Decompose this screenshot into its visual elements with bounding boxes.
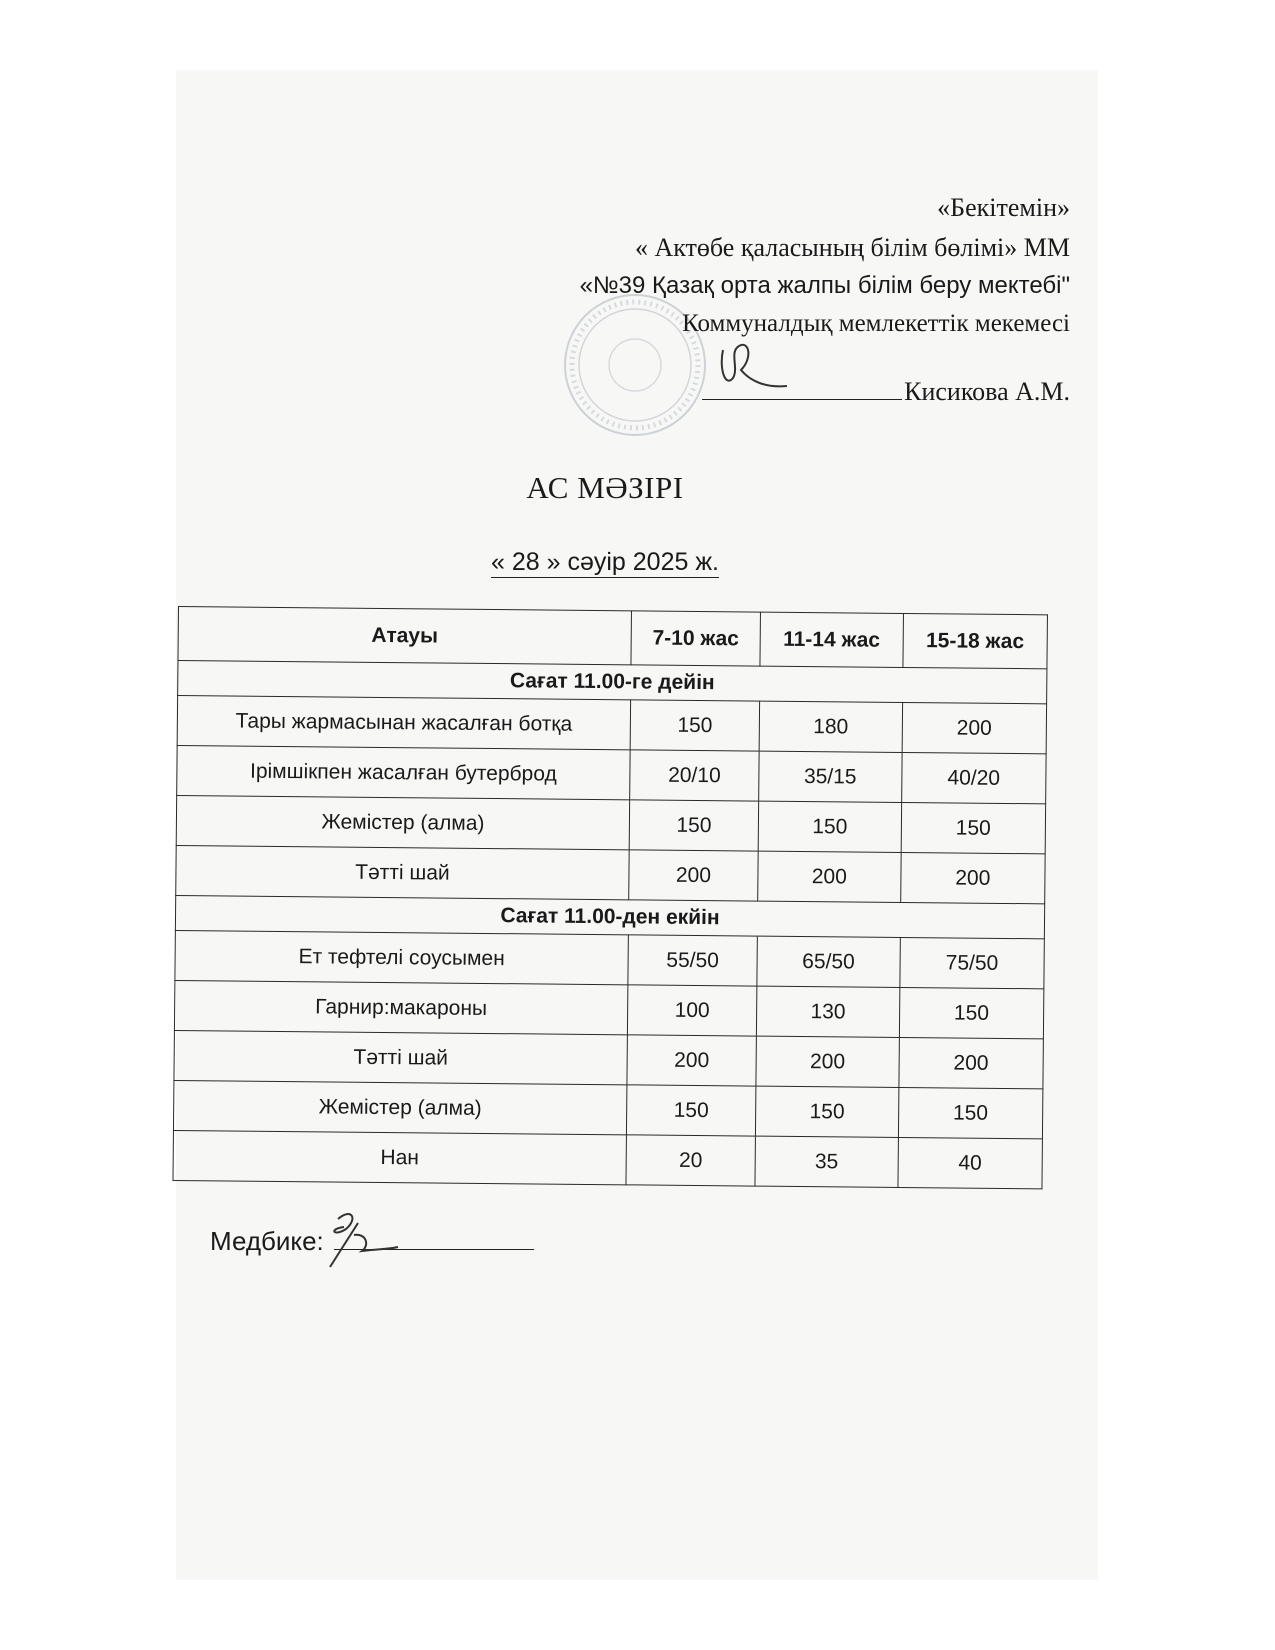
approval-org-line-1: « Актөбе қаласының білім бөлімі» ММ	[634, 233, 1070, 262]
portion-cell: 100	[627, 985, 757, 1036]
portion-cell: 20/10	[630, 750, 760, 801]
table-row	[173, 1130, 1042, 1188]
portion-cell: 150	[758, 801, 901, 852]
director-signature	[715, 338, 795, 398]
portion-cell: 75/50	[900, 937, 1045, 988]
table-header-row	[178, 607, 1047, 669]
table-row	[176, 845, 1045, 903]
table-row	[174, 1030, 1043, 1088]
table-row	[174, 980, 1043, 1038]
column-header-age-11-14: 11-14 жас	[760, 612, 903, 667]
approval-org-line-3: Коммуналдық мемлекеттік мекемесі	[682, 310, 1070, 337]
table-row	[173, 1080, 1042, 1138]
dish-name-cell: Тәтті шай	[176, 845, 629, 899]
portion-cell: 200	[627, 1035, 757, 1086]
portion-cell: 150	[899, 987, 1044, 1038]
dish-name-cell: Нан	[173, 1130, 626, 1184]
table-row	[177, 696, 1046, 754]
portion-cell: 65/50	[757, 936, 900, 987]
approval-org-line-2: «№39 Қазақ орта жалпы білім беру мектебі"	[579, 272, 1070, 299]
portion-cell: 150	[629, 800, 759, 851]
section-title: Сағат 11.00-ге дейін	[178, 661, 1047, 704]
portion-cell: 130	[756, 986, 899, 1037]
portion-cell: 200	[756, 1036, 899, 1087]
portion-cell: 35	[755, 1136, 898, 1187]
table-row	[175, 930, 1044, 988]
approval-title: «Бекітемін»	[937, 193, 1070, 222]
section-title: Сағат 11.00-ден екйін	[175, 895, 1044, 938]
nurse-signature	[318, 1205, 408, 1275]
column-header-name: Атауы	[178, 607, 631, 665]
dish-name-cell: Тәтті шай	[174, 1030, 627, 1084]
page-title: АС МӘЗІРІ	[526, 470, 684, 505]
nurse-label: Медбике:	[210, 1226, 324, 1256]
dish-name-cell: Жемістер (алма)	[173, 1080, 626, 1134]
dish-name-cell: Тары жармасынан жасалған ботқа	[177, 696, 630, 750]
table-row	[176, 795, 1045, 853]
portion-cell: 200	[629, 850, 759, 901]
portion-cell: 180	[759, 701, 902, 752]
portion-cell: 55/50	[628, 935, 758, 986]
portion-cell: 200	[902, 702, 1047, 753]
dish-name-cell: Жемістер (алма)	[176, 795, 629, 849]
portion-cell: 20	[626, 1135, 756, 1186]
portion-cell: 40/20	[901, 752, 1046, 803]
portion-cell: 150	[630, 700, 760, 751]
menu-date-text: « 28 » сәуір 2025 ж.	[491, 548, 719, 576]
portion-cell: 200	[900, 852, 1045, 903]
approval-signature-line	[580, 372, 1070, 412]
portion-cell: 150	[755, 1086, 898, 1137]
portion-cell: 40	[898, 1137, 1043, 1188]
dish-name-cell: Гарнир:макароны	[174, 980, 627, 1034]
portion-cell: 150	[901, 802, 1046, 853]
portion-cell: 200	[899, 1037, 1044, 1088]
dish-name-cell: Ет тефтелі соусымен	[175, 930, 628, 984]
portion-cell: 35/15	[759, 751, 902, 802]
column-header-age-7-10: 7-10 жас	[631, 611, 761, 666]
menu-table	[172, 606, 1047, 1189]
portion-cell: 150	[626, 1085, 756, 1136]
approval-block	[580, 188, 1070, 412]
portion-cell: 150	[898, 1087, 1043, 1138]
column-header-age-15-18: 15-18 жас	[903, 613, 1048, 668]
dish-name-cell: Ірімшікпен жасалған бутерброд	[177, 745, 630, 799]
menu-table-body	[173, 607, 1047, 1189]
menu-date	[0, 548, 1210, 577]
portion-cell: 200	[758, 851, 901, 902]
table-row	[177, 745, 1046, 803]
signatory-name: Кисикова А.М.	[904, 377, 1070, 406]
